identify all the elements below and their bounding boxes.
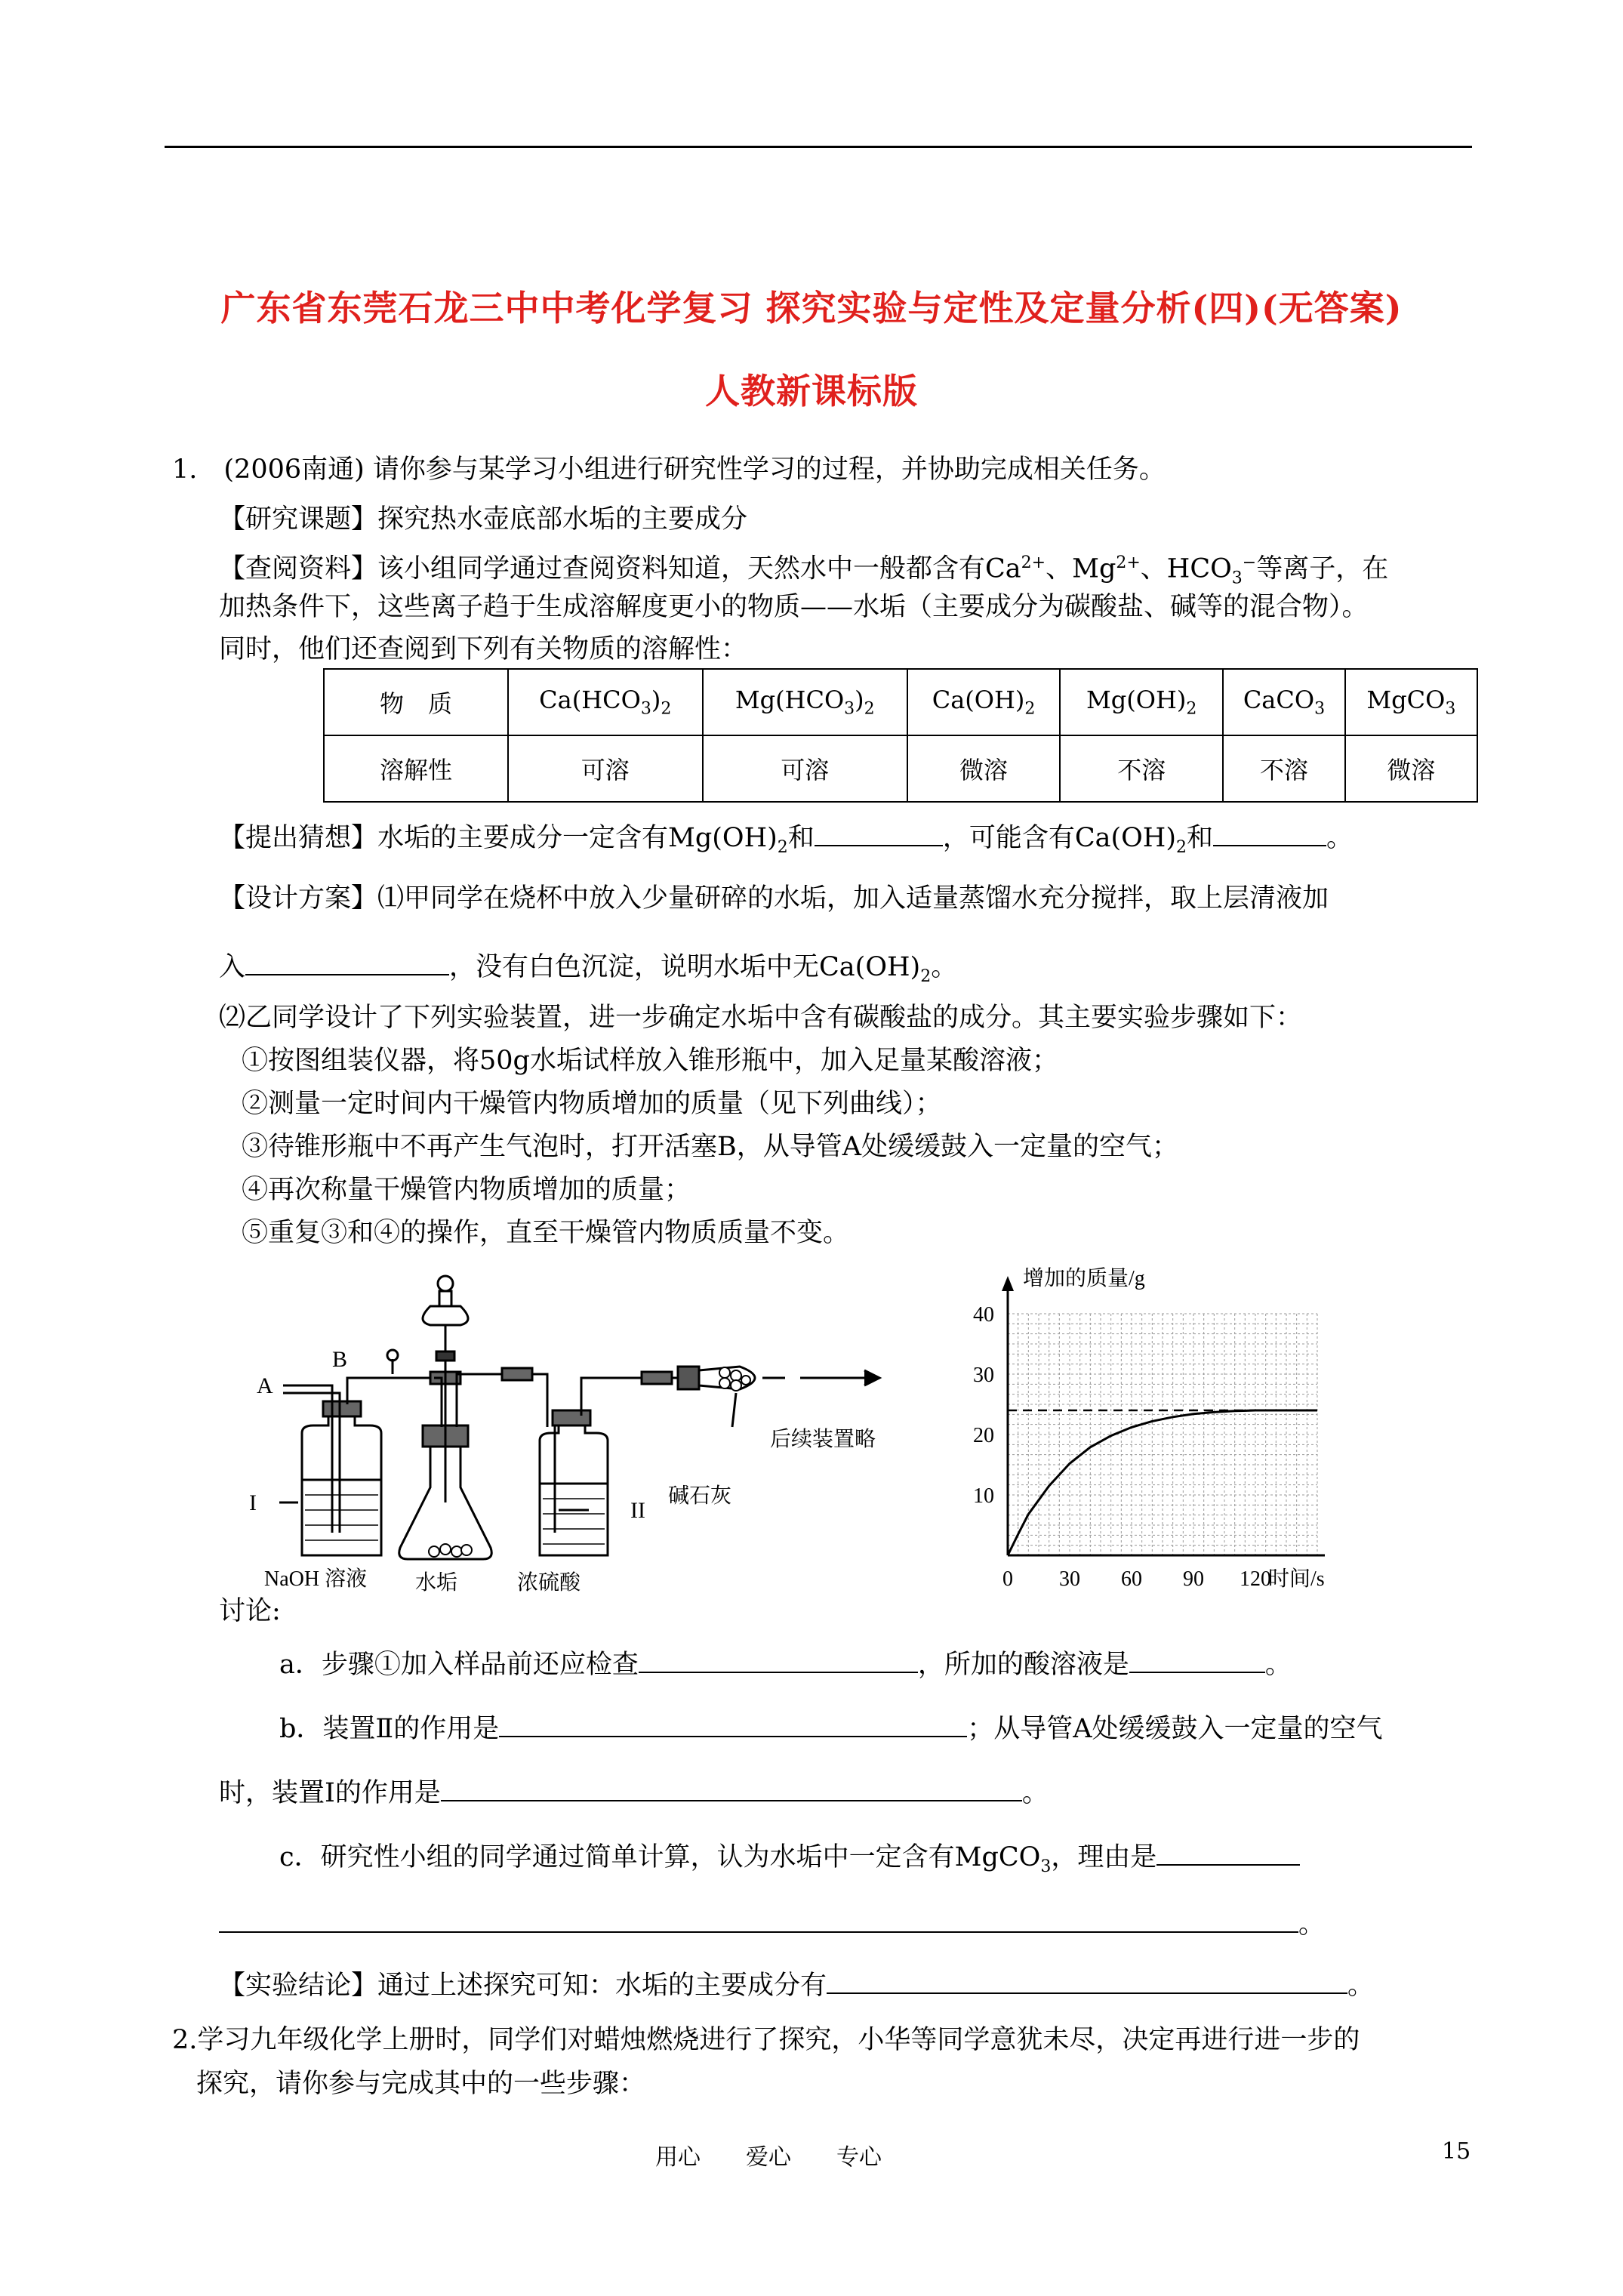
disc-b2-text-b: 。 bbox=[1021, 1778, 1049, 1808]
step-2: ②测量一定时间内干燥管内物质增加的质量（见下列曲线）； bbox=[242, 1089, 942, 1119]
table-header-cell: CaCO$_3$ bbox=[1223, 669, 1344, 735]
page-number: 15 bbox=[1442, 2138, 1471, 2165]
ref-text-b: 、Mg bbox=[1046, 553, 1116, 584]
table-header-cell: 物 质 bbox=[324, 669, 508, 735]
concl-text-a: 通过上述探究可知：水垢的主要成分有 bbox=[377, 1971, 827, 2001]
discussion-b bbox=[279, 1710, 1382, 1746]
q1-design1 bbox=[219, 882, 1329, 915]
answer-blank[interactable] bbox=[1156, 1838, 1300, 1866]
answer-blank[interactable] bbox=[639, 1646, 918, 1673]
x-tick-label: 30 bbox=[1059, 1567, 1080, 1591]
table-header-cell: MgCO$_3$ bbox=[1345, 669, 1477, 735]
label-lime: 碱石灰 bbox=[668, 1484, 732, 1508]
footer-motto: 用心 爱心 专心 bbox=[655, 2144, 882, 2171]
table-cell: 微溶 bbox=[1345, 735, 1477, 802]
x-tick-label: 90 bbox=[1183, 1567, 1204, 1591]
design1b-text-c: 。 bbox=[931, 952, 958, 982]
label-II: II bbox=[630, 1498, 645, 1523]
y-tick-label: 10 bbox=[973, 1484, 994, 1508]
table-row bbox=[324, 735, 1477, 802]
guess-label: 【提出猜想】 bbox=[219, 823, 378, 853]
ref-text-d: 等离子，在 bbox=[1256, 553, 1389, 584]
x-tick-label: 0 bbox=[1002, 1567, 1013, 1591]
answer-blank[interactable] bbox=[219, 1906, 1298, 1933]
discussion-c: c．研究性小组的同学通过简单计算，认为水垢中一定含有MgCO$_3$，理由是 bbox=[279, 1838, 1300, 1884]
discussion-a bbox=[279, 1646, 1292, 1681]
header-rule bbox=[165, 146, 1472, 148]
design-label: 【设计方案】 bbox=[219, 883, 378, 914]
guess-text-d: 和 bbox=[1187, 823, 1214, 853]
label-A: A bbox=[257, 1373, 273, 1398]
disc-c2-text: 。 bbox=[1298, 1909, 1326, 1940]
table-cell: 不溶 bbox=[1223, 735, 1344, 802]
disc-a-text-b: ，所加的酸溶液是 bbox=[917, 1650, 1129, 1680]
q2-line1: 2.学习九年级化学上册时，同学们对蜡烛燃烧进行了探究，小华等同学意犹未尽，决定再进行进一步的 bbox=[172, 2025, 1360, 2055]
guess-text-c: ，可能含有Ca(OH) bbox=[942, 823, 1176, 853]
ref-label: 【查阅资料】 bbox=[219, 553, 378, 584]
disc-c-text-a: c．研究性小组的同学通过简单计算，认为水垢中一定含有MgCO bbox=[279, 1842, 1041, 1872]
table-cell: 不溶 bbox=[1060, 735, 1223, 802]
table-header-cell: $Mg(HCO_3)_2$ bbox=[703, 669, 907, 735]
chart-ylabel: 增加的质量/g bbox=[1023, 1267, 1145, 1290]
step-5: ⑤重复③和④的操作，直至干燥管内物质质量不变。 bbox=[242, 1218, 850, 1248]
label-acid: 浓硫酸 bbox=[517, 1571, 581, 1593]
table-cell: 溶解性 bbox=[324, 735, 508, 802]
disc-b2-text-a: 时，装置Ⅰ的作用是 bbox=[219, 1778, 441, 1808]
answer-blank[interactable] bbox=[1213, 819, 1326, 846]
discussion-c2 bbox=[219, 1906, 1325, 1941]
q1-ref-line2: 加热条件下，这些离子趋于生成溶解度更小的物质——水垢（主要成分为碳酸盐、碱等的混合物）。 bbox=[219, 592, 1369, 622]
page-subtitle: 人教新课标版 bbox=[705, 371, 918, 411]
guess-text-a: 水垢的主要成分一定含有Mg(OH) bbox=[377, 823, 778, 853]
guess-text-b: 和 bbox=[787, 823, 815, 853]
x-tick-label: 60 bbox=[1121, 1567, 1142, 1591]
table-cell: 可溶 bbox=[703, 735, 907, 802]
q1-ref-line3: 同时，他们还查阅到下列有关物质的溶解性： bbox=[219, 634, 748, 664]
label-scale: 水垢 bbox=[415, 1571, 458, 1593]
disc-a-text-c: 。 bbox=[1264, 1650, 1292, 1680]
ref-text-c: 、HCO bbox=[1140, 553, 1232, 584]
y-tick-label: 30 bbox=[973, 1364, 994, 1387]
table-cell: 可溶 bbox=[508, 735, 703, 802]
q1-topic bbox=[219, 503, 747, 536]
answer-blank[interactable] bbox=[245, 948, 449, 975]
design1-text: ⑴甲同学在烧杯中放入少量研碎的水垢，加入适量蒸馏水充分搅拌，取上层清液加 bbox=[377, 883, 1329, 914]
answer-blank[interactable] bbox=[499, 1710, 967, 1737]
solubility-table bbox=[323, 668, 1478, 803]
table-header-cell: $Mg(OH)_2$ bbox=[1060, 669, 1223, 735]
disc-b-text-b: ；从导管A处缓缓鼓入一定量的空气 bbox=[967, 1714, 1383, 1744]
answer-blank[interactable] bbox=[815, 819, 943, 846]
q1-ref-line1: 【查阅资料】该小组同学通过查阅资料知道，天然水中一般都含有$Ca^{2+}$、$Mg^{2+}$、$HCO_3^-$等离子，在 bbox=[219, 553, 1389, 588]
design1b-text-b: ，没有白色沉淀，说明水垢中无Ca(OH) bbox=[449, 952, 921, 982]
table-cell: 微溶 bbox=[907, 735, 1060, 802]
apparatus-diagram bbox=[242, 1253, 921, 1593]
q1-design2: ⑵乙同学设计了下列实验装置，进一步确定水垢中含有碳酸盐的成分。其主要实验步骤如下： bbox=[219, 1003, 1303, 1033]
table-header-cell: $Ca(OH)_2$ bbox=[907, 669, 1060, 735]
table-header-cell: $Ca(HCO_3)_2$ bbox=[508, 669, 703, 735]
topic-label: 【研究课题】 bbox=[219, 504, 378, 535]
disc-c-text-b: ，理由是 bbox=[1051, 1842, 1157, 1872]
answer-blank[interactable] bbox=[827, 1967, 1347, 1994]
q1-conclusion bbox=[219, 1967, 1374, 2002]
topic-text: 探究热水壶底部水垢的主要成分 bbox=[377, 504, 748, 535]
guess-text-e: 。 bbox=[1326, 823, 1354, 853]
concl-label: 【实验结论】 bbox=[219, 1971, 378, 2001]
q1-guess: 【提出猜想】水垢的主要成分一定含有$Mg(OH)_2$和 ，可能含有$Ca(OH)_2$和 。 bbox=[219, 819, 1353, 864]
chart-xlabel: 时间/s bbox=[1268, 1567, 1325, 1591]
discussion-label: 讨论: bbox=[219, 1596, 281, 1626]
ref-text-a: 该小组同学通过查阅资料知道，天然水中一般都含有Ca bbox=[377, 553, 1021, 584]
design1b-text-a: 入 bbox=[219, 952, 246, 982]
step-3: ③待锥形瓶中不再产生气泡时，打开活塞B，从导管A处缓缓鼓入一定量的空气； bbox=[242, 1132, 1178, 1162]
table-row bbox=[324, 669, 1477, 735]
label-rest: 后续装置略 bbox=[770, 1428, 876, 1451]
label-B: B bbox=[332, 1347, 348, 1372]
q1-intro: 1. (2006南通) 请你参与某学习小组进行研究性学习的过程，并协助完成相关任务。 bbox=[172, 455, 1166, 485]
concl-text-b: 。 bbox=[1347, 1971, 1375, 2001]
q2-line2: 探究，请你参与完成其中的一些步骤： bbox=[196, 2069, 646, 2099]
y-tick-label: 40 bbox=[973, 1303, 994, 1327]
chart-grid bbox=[1008, 1314, 1317, 1555]
y-axis-arrow bbox=[1002, 1276, 1014, 1291]
answer-blank[interactable] bbox=[441, 1774, 1022, 1801]
label-I: I bbox=[249, 1490, 257, 1515]
answer-blank[interactable] bbox=[1129, 1646, 1265, 1673]
step-4: ④再次称量干燥管内物质增加的质量； bbox=[242, 1175, 691, 1205]
step-1: ①按图组装仪器，将50g水垢试样放入锥形瓶中，加入足量某酸溶液； bbox=[242, 1046, 1058, 1076]
page-title: 广东省东莞石龙三中中考化学复习 探究实验与定性及定量分析(四)(无答案) bbox=[220, 288, 1403, 328]
y-tick-label: 20 bbox=[973, 1424, 994, 1447]
x-tick-label: 120 bbox=[1240, 1567, 1271, 1591]
disc-a-text-a: a．步骤①加入样品前还应检查 bbox=[279, 1650, 639, 1680]
q1-design1b: 入 ，没有白色沉淀，说明水垢中无$Ca(OH)_2$。 bbox=[219, 948, 957, 994]
discussion-b2 bbox=[219, 1774, 1049, 1810]
disc-b-text-a: b．装置Ⅱ的作用是 bbox=[279, 1714, 500, 1744]
mass-increase-chart bbox=[936, 1253, 1359, 1601]
label-naoh: NaOH 溶液 bbox=[264, 1567, 368, 1591]
